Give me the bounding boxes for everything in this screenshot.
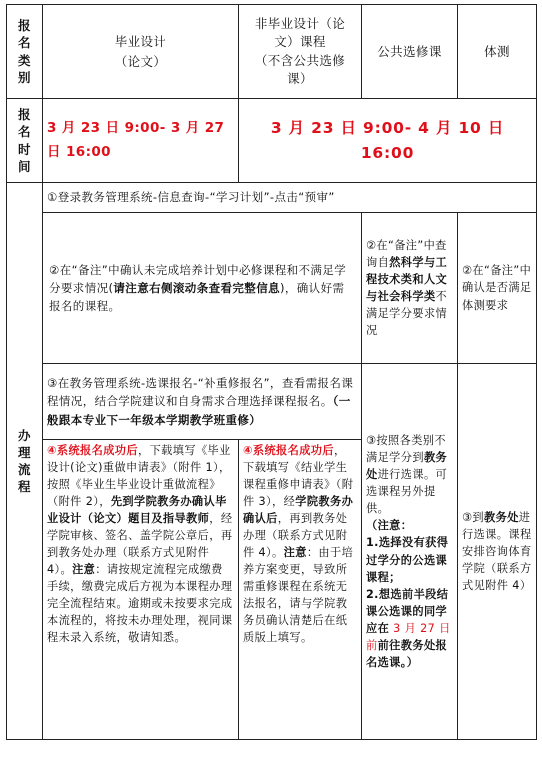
registration-table [6,4,537,740]
header-public-elective: 公共选修课 [362,5,458,99]
step1-row [7,183,537,213]
step1-text: ①登录教务管理系统-信息查询-“学习计划”-点击“预审” [43,183,537,213]
process-label: 办 理 流 程 [7,183,43,740]
thesis-time: 3 月 23 日 9:00- 3 月 27 日 16:00 [43,99,239,183]
header-row [7,5,537,99]
header-category-label: 报 名 类 别 [7,5,43,99]
time-label: 报 名 时 间 [7,99,43,183]
step3-text: ③在教务管理系统-选课报名-“补重修报名”，查看需报名课程情况，结合学院建议和自身需求合理选择课程报名。（一般跟本专业下一年级本学期教学班重修） [43,364,362,440]
step2-pe-text: ②在“备注”中确认是否满足体测要求 [458,213,537,364]
header-physical-test: 体测 [458,5,537,99]
header-non-thesis: 非毕业设计（论 文）课程 （不含公共选修 课） [239,5,362,99]
other-time: 3 月 23 日 9:00- 4 月 10 日 16:00 [239,99,537,183]
step2-elective-text: ②在“备注”中查询自然科学与工程技术类和人文与社会科学类不满足学分要求情况 [362,213,458,364]
step3-elective-text: ③按照各类别不满足学分到教务处进行选课。可选课程另外提供。 （注意： 1.选择没有获得过学分的公选课课程； 2.想选前半段结课公选课的同学应在 3 月 27 日前前往教务处报名选课。） [362,364,458,740]
header-thesis: 毕业设计 （论文） [43,5,239,99]
step3-pe-text: ③到教务处进行选课。课程安排咨询体育学院（联系方式见附件 4） [458,364,537,740]
step4-thesis-text: ④系统报名成功后，下载填写《毕业设计(论文)重做申请表》（附件 1），按照《毕业生毕业设计重做流程》（附件 2），先到学院教务办确认毕业设计（论文）题目及指导教师，经学院审核、签名、盖学院公章后，再到教务处办理（联系方式见附件 4）。注意：请按规定流程完成缴费手续，缴费完成后方视为本课程办理完全流程结束。逾期或未按要求完成本流程的，将按未办理处理，视同课程未录入系统，敬请知悉。 [43,440,239,740]
step4-course-text: ④系统报名成功后，下载填写《结业学生课程重修申请表》（附件 3），经学院教务办确认后，再到教务处办理（联系方式见附件 4）。注意：由于培养方案变更，导致所需重修课程在系统无法报名，请与学院教务员确认清楚后在纸质版上填写。 [239,440,362,740]
time-row [7,99,537,183]
step3-row [7,364,537,440]
step2-row [7,213,537,364]
step2-text: ②在“备注”中确认未完成培养计划中必修课程和不满足学分要求情况(请注意右侧滚动条查看完整信息)，确认好需报名的课程。 [43,213,362,364]
